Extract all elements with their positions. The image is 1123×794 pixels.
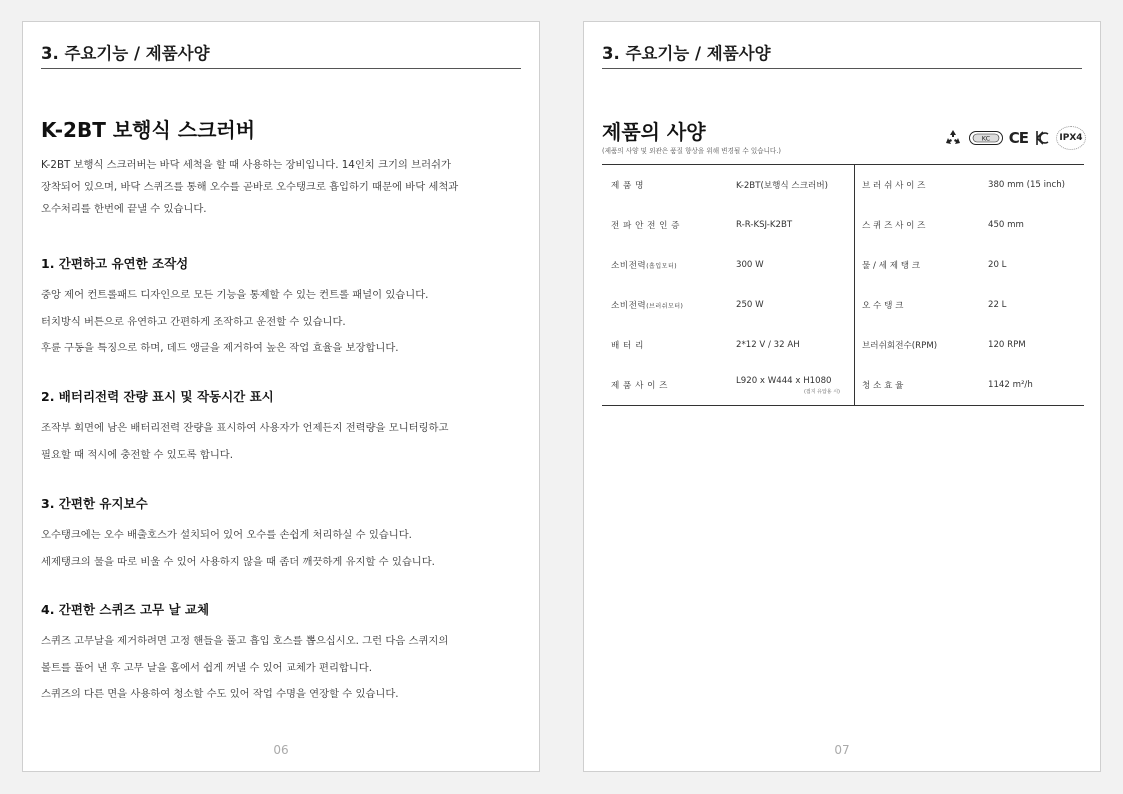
feature-section-1	[41, 256, 531, 362]
spec-label-sub: (브러쉬모터)	[646, 303, 684, 310]
spec-note: (제품의 사양 및 외관은 품질 향상을 위해 변경될 수 있습니다.)	[602, 147, 781, 155]
certification-marks	[943, 127, 1086, 149]
spec-label	[602, 245, 733, 285]
spec-value: 22 L	[988, 300, 1007, 310]
spec-label: 브러쉬회전수(RPM)	[855, 325, 975, 365]
intro-line: 장착되어 있으며, 바닥 스퀴즈를 통해 오수를 곧바로 오수탱크로 흡입하기 때문에 바닥 세척과	[41, 181, 459, 193]
spec-label: 물 / 세 제 탱 크	[855, 245, 975, 285]
table-row	[602, 165, 1084, 206]
table-row	[602, 205, 1084, 245]
left-page	[22, 21, 540, 772]
section-line: 세제탱크의 물을 따로 비울 수 있어 사용하지 않을 때 좀더 깨끗하게 유지할 수 있습니다.	[41, 555, 435, 568]
intro-line: K-2BT 보행식 스크러버는 바닥 세척을 할 때 사용하는 장비입니다. 14인치 크기의 브러쉬가	[41, 159, 451, 171]
spec-value-sub: (접지 유압용 시)	[803, 388, 840, 395]
table-row	[602, 245, 1084, 285]
table-row	[602, 325, 1084, 365]
spec-value: 2*12 V / 32 AH	[736, 340, 800, 350]
spec-label-sub: (흡입모터)	[646, 263, 678, 270]
kc-mark-icon	[1034, 129, 1050, 147]
table-row	[602, 365, 1084, 406]
spec-value: 250 W	[736, 300, 764, 310]
section-heading: 1. 간편하고 유연한 조작성	[41, 256, 189, 271]
spec-value	[733, 365, 855, 406]
section-line: 터치방식 버튼으로 유연하고 간편하게 조작하고 운전할 수 있습니다.	[41, 315, 346, 328]
table-row	[602, 285, 1084, 325]
feature-section-2	[41, 389, 531, 468]
section-heading: 4. 간편한 스퀴즈 고무 날 교체	[41, 602, 210, 617]
spec-label: 브 러 쉬 사 이 즈	[855, 165, 975, 206]
section-line: 중앙 제어 컨트롤패드 디자인으로 모든 기능을 통제할 수 있는 컨트롤 패널이 있습니다.	[41, 289, 429, 301]
spec-value: 300 W	[736, 260, 764, 270]
spec-label: 스 퀴 즈 사 이 즈	[855, 205, 975, 245]
section-line: 조작부 회면에 남은 배터리전력 잔량을 표시하여 사용자가 언제든지 전력량을 모니터링하고	[41, 422, 449, 434]
feature-section-3	[41, 496, 531, 575]
spec-label-text: 제 품 명	[611, 181, 644, 191]
ce-mark: CE	[1008, 129, 1028, 147]
page-title: K-2BT 보행식 스크러버	[41, 118, 256, 142]
section-heading: 3. 간편한 유지보수	[41, 496, 148, 511]
kc-badge-icon	[969, 131, 1003, 145]
spec-value: 120 RPM	[988, 340, 1026, 350]
spec-value: R-R-KSJ-K2BT	[736, 220, 793, 230]
spec-value-text: L920 x W444 x H1080	[736, 375, 832, 386]
page-header: 3. 주요기능 / 제품사양	[41, 40, 521, 69]
spec-label: 전 파 안 전 인 증	[611, 221, 680, 231]
page-number: 06	[273, 743, 289, 757]
page-number: 07	[834, 743, 850, 757]
right-page	[583, 21, 1101, 772]
spec-label-text: 소비전력	[611, 261, 647, 271]
spec-value: 1142 m²/h	[988, 380, 1033, 390]
spec-title: 제품의 사양	[602, 120, 706, 144]
spec-label-text: 소비전력	[611, 301, 647, 311]
section-line: 스퀴즈 고무날을 제거하려면 고정 핸들을 풀고 흡입 호스를 뽑으십시오. 그런 다음 스퀴지의	[41, 635, 449, 647]
ipx-rating-badge: IPX4	[1056, 126, 1086, 150]
spec-label: 청 소 효 율	[855, 365, 975, 406]
spec-value: 20 L	[988, 260, 1007, 270]
page-header: 3. 주요기능 / 제품사양	[602, 40, 1082, 69]
spec-value: 380 mm (15 inch)	[988, 180, 1065, 190]
spec-table	[602, 164, 1084, 406]
section-line: 볼트를 풀어 낸 후 고무 날을 홈에서 쉽게 꺼낼 수 있어 교체가 편리합니다.	[41, 661, 373, 674]
spec-value: 450 mm	[988, 220, 1024, 230]
intro-paragraph	[41, 154, 521, 220]
section-heading: 2. 배터리전력 잔량 표시 및 작동시간 표시	[41, 389, 274, 404]
spec-label: 오 수 탱 크	[855, 285, 975, 325]
section-line: 오수탱크에는 오수 배출호스가 설치되어 있어 오수를 손쉽게 처리하실 수 있습니다.	[41, 529, 412, 541]
section-line: 후륜 구동을 특징으로 하며, 데드 앵글을 제거하여 높은 작업 효율을 보장합니다.	[41, 342, 399, 354]
spec-label	[602, 285, 733, 325]
spec-value: K-2BT(보행식 스크러버)	[736, 181, 828, 191]
kc-small-text: KC	[981, 134, 990, 143]
section-line: 스퀴즈의 다른 면을 사용하여 청소할 수도 있어 작업 수명을 연장할 수 있습니다.	[41, 688, 399, 700]
feature-section-4	[41, 602, 531, 708]
recycle-icon	[943, 128, 963, 148]
section-line: 필요할 때 적시에 충전할 수 있도록 합니다.	[41, 448, 234, 461]
spec-label	[602, 165, 733, 206]
intro-line: 오수처리를 한번에 끝낼 수 있습니다.	[41, 203, 207, 215]
spec-label: 배 터 리	[611, 341, 644, 351]
spec-label: 제 품 사 이 즈	[611, 381, 668, 391]
